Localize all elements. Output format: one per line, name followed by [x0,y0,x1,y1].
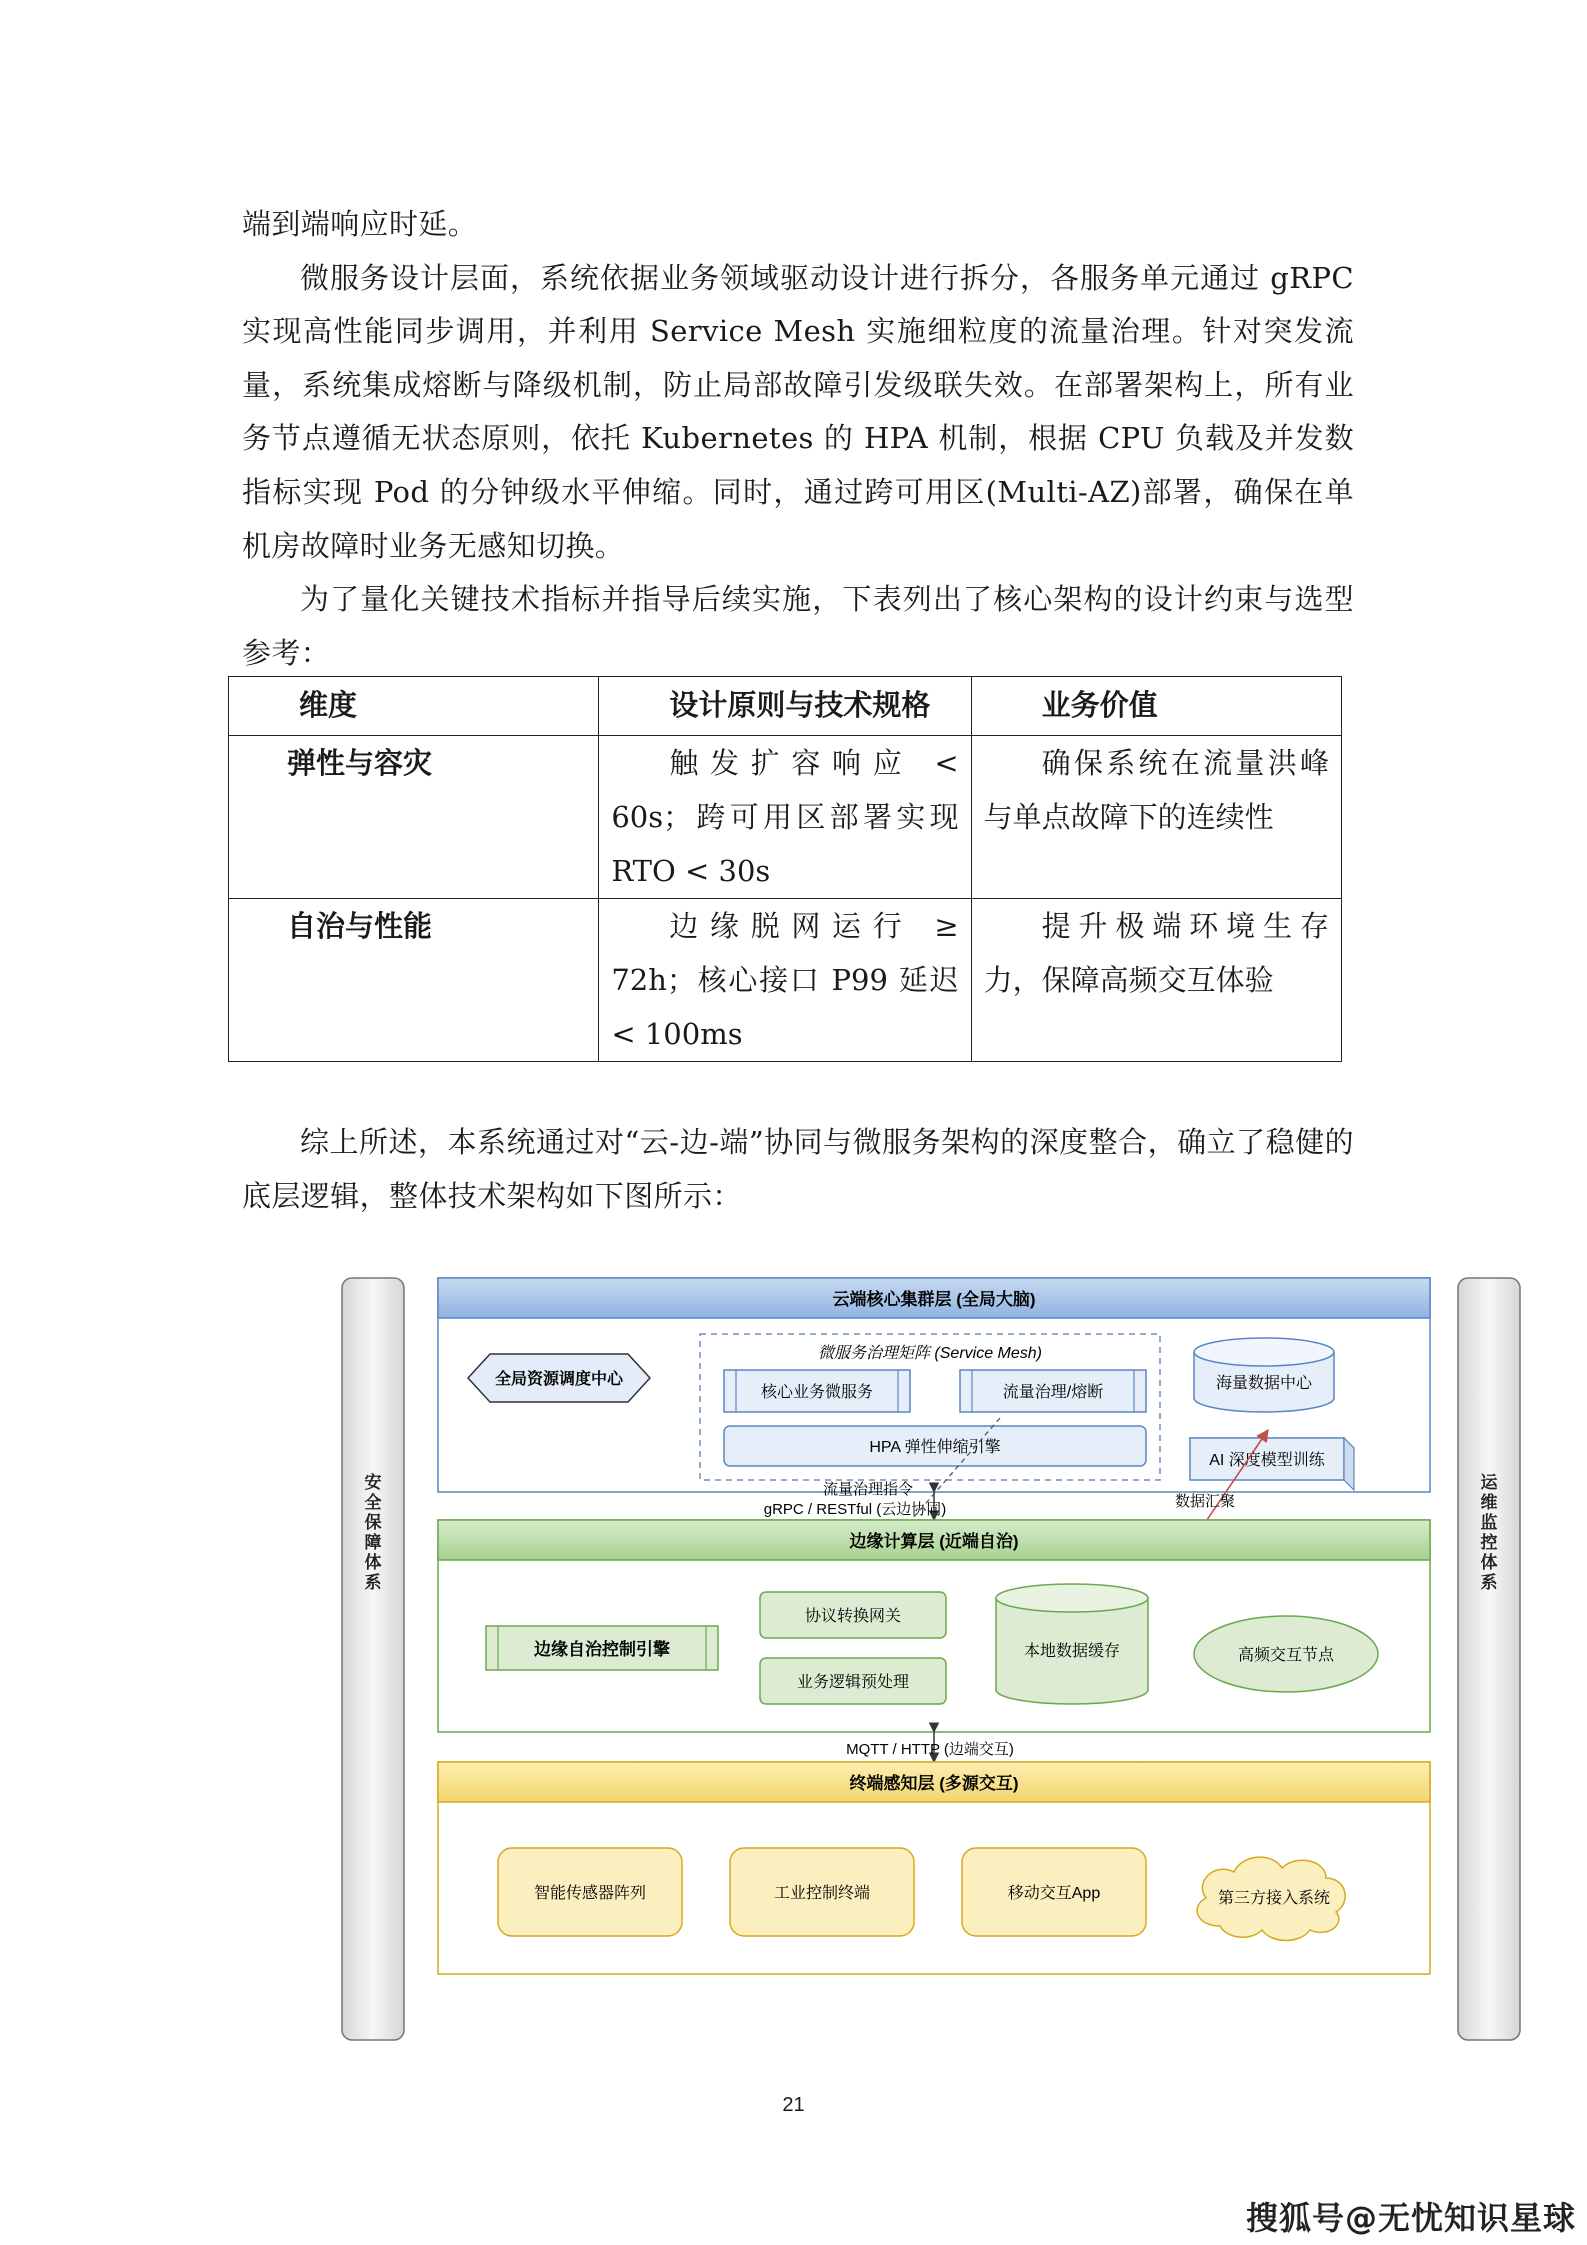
terminal-layer-title: 终端感知层 (多源交互) [849,1774,1019,1793]
page-number: 21 [782,2094,805,2116]
traffic-command-label: 流量治理指令 [822,1481,914,1498]
spec-table [228,676,1342,1062]
table-row [229,899,1342,1062]
edge-terminal-protocol-label: MQTT / HTTP (边端交互) [846,1741,1014,1758]
body-text-top [242,198,1354,680]
local-cache-label: 本地数据缓存 [1023,1643,1121,1660]
ops-pillar-label: 运维监控体系 [1480,1473,1498,1592]
edge-layer-title: 边缘计算层 (近端自治) [849,1532,1019,1551]
service-mesh-title: 微服务治理矩阵 (Service Mesh) [817,1345,1043,1362]
table-cell-value: 提升极端环境生存力，保障高频交互体验 [971,899,1341,1062]
cloud-layer-title: 云端核心集群层 (全局大脑) [832,1290,1036,1309]
autonomy-engine-label: 边缘自治控制引擎 [534,1640,670,1659]
table-header-spec: 设计原则与技术规格 [599,677,971,736]
hf-node-label: 高频交互节点 [1237,1647,1335,1664]
cloud-edge-protocol-label: gRPC / RESTful (云边协同) [763,1501,947,1518]
ops-pillar [1458,1278,1520,2040]
data-center-label: 海量数据中心 [1215,1375,1313,1392]
table-header-dimension: 维度 [229,677,599,736]
resource-scheduler-label: 全局资源调度中心 [494,1371,624,1388]
mobile-app-label: 移动交互App [1007,1885,1101,1902]
table-cell-dimension: 弹性与容灾 [229,736,599,899]
third-party-label: 第三方接入系统 [1217,1890,1331,1907]
architecture-diagram [300,1258,1562,2070]
table-cell-dimension: 自治与性能 [229,899,599,1062]
hpa-engine-label: HPA 弹性伸缩引擎 [869,1439,1001,1456]
security-pillar [342,1278,404,2040]
edge-layer [438,1520,1430,1732]
data-aggregation-label: 数据汇聚 [1174,1493,1236,1510]
sensors-label: 智能传感器阵列 [533,1885,647,1902]
paragraph-continuation: 端到端响应时延。 [242,207,478,241]
table-cell-value: 确保系统在流量洪峰与单点故障下的连续性 [971,736,1341,899]
cloud-layer [438,1278,1430,1492]
table-cell-spec: 边缘脱网运行 ≥ 72h；核心接口 P99 延迟 < 100ms [599,899,971,1062]
paragraph-microservices: 微服务设计层面，系统依据业务领域驱动设计进行拆分，各服务单元通过 gRPC 实现高性能同步调用，并利用 Service Mesh 实施细粒度的流量治理。针对突发流量，系统集成熔断与降级机制，防止局部故障引发级联失效。在部署架构上，所有业务节点遵循无状态原则，依托 Kubernetes 的 HPA 机制，根据 CPU 负载及并发数指标实现 Pod 的分钟级水平伸缩。同时，通过跨可用区(Multi-AZ)部署，确保在单机房故障时业务无感知切换。 [242,260,1354,563]
security-pillar-label: 安全保障体系 [364,1473,382,1592]
table-cell-spec: 触发扩容响应 < 60s；跨可用区部署实现 RTO < 30s [599,736,971,899]
terminal-layer [438,1762,1430,1974]
paragraph-summary: 综上所述，本系统通过对“云-边-端”协同与微服务架构的深度整合，确立了稳健的底层逻辑，整体技术架构如下图所示： [242,1125,1354,1213]
preprocess-label: 业务逻辑预处理 [796,1674,910,1691]
table-row [229,736,1342,899]
industrial-terminal-label: 工业控制终端 [773,1885,871,1902]
table-header-value: 业务价值 [971,677,1341,736]
table-header-row [229,677,1342,736]
paragraph-table-intro: 为了量化关键技术指标并指导后续实施，下表列出了核心架构的设计约束与选型参考： [242,582,1354,670]
source-credit: 搜狐号@无忧知识星球 [1246,2199,1577,2237]
core-services-label: 核心业务微服务 [760,1384,874,1401]
body-text-bottom [242,1116,1354,1223]
ai-training-label: AI 深度模型训练 [1209,1452,1325,1469]
traffic-governance-label: 流量治理/熔断 [1002,1384,1104,1401]
protocol-gateway-label: 协议转换网关 [804,1608,902,1625]
